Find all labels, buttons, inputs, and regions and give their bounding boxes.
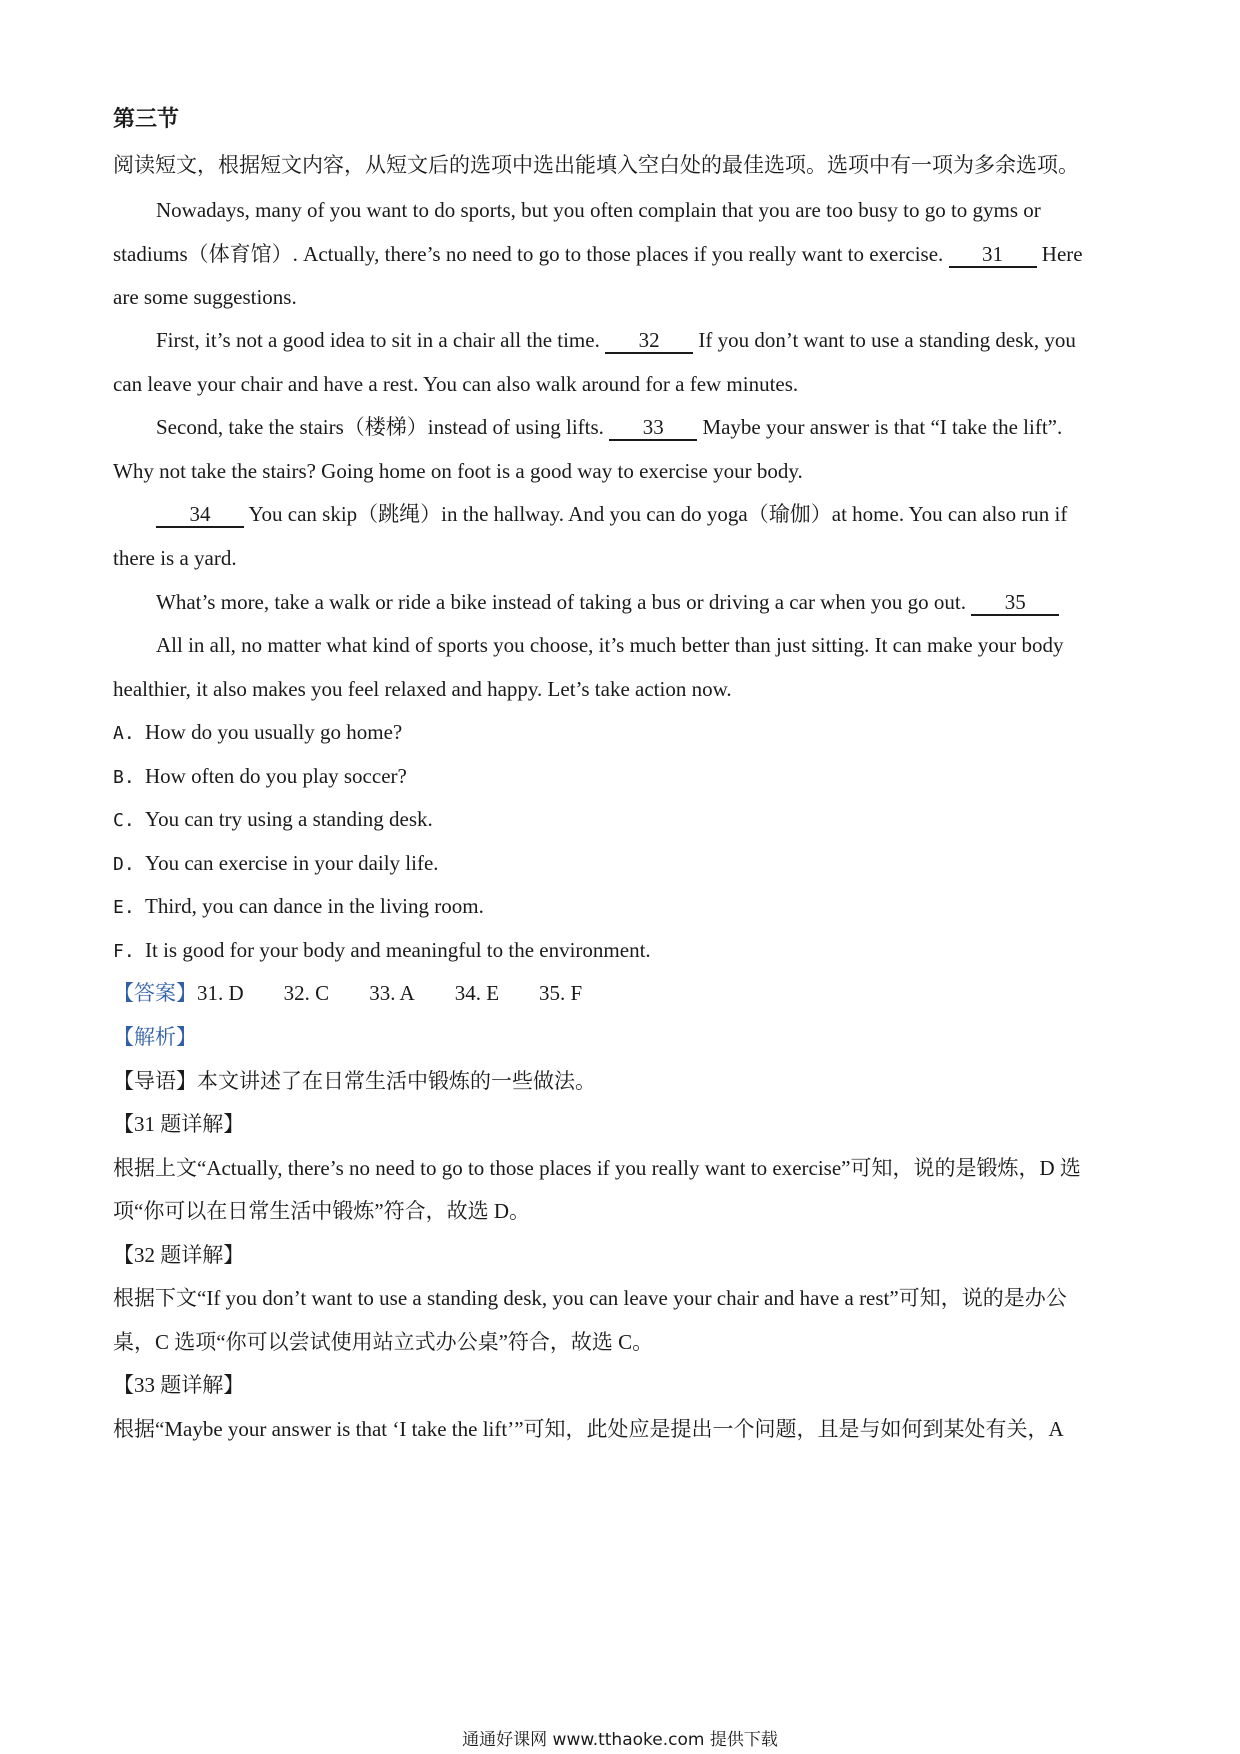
q32-label: 【32 题详解】 [113, 1243, 245, 1267]
q32-explanation-line: 桌，C 选项“你可以尝试使用站立式办公桌”符合，故选 C。 [113, 1330, 654, 1354]
option-item [113, 848, 1133, 880]
blank-33: 33 [609, 415, 697, 441]
analysis-label: 【解析】 [113, 1025, 197, 1049]
passage-line: Why not take the stairs? Going home on foot is a good way to exercise your body. [113, 459, 803, 483]
passage-text: What’s more, take a walk or ride a bike instead of taking a bus or driving a car when you go out. [156, 590, 972, 614]
passage-text: Here [1036, 242, 1083, 266]
answer-item: 33. A [369, 981, 415, 1005]
section-title: 第三节 [113, 106, 180, 131]
passage-line: there is a yard. [113, 546, 237, 570]
answer-item: 32. C [283, 981, 330, 1005]
intro-label: 【导语】 [113, 1069, 197, 1093]
passage-text: If you don’t want to use a standing desk, you [693, 328, 1076, 352]
passage-text: Maybe your answer is that “I take the lift”. [697, 415, 1063, 439]
answer-item: 35. F [539, 981, 583, 1005]
passage-line: are some suggestions. [113, 285, 297, 309]
passage-line [156, 587, 1133, 617]
passage-text: You can skip（跳绳）in the hallway. And you can do yoga（瑜伽）at home. You can also run if [244, 502, 1068, 526]
option-text: How do you usually go home? [145, 720, 403, 744]
option-item [113, 804, 1133, 836]
intro-line [113, 1066, 1133, 1096]
q32-explanation-line: 根据下文“If you don’t want to use a standing desk, you can leave your chair and have a rest”可知，说的是办公 [113, 1286, 1067, 1310]
option-item [113, 717, 1133, 749]
option-letter: B. [113, 767, 135, 788]
option-item [113, 935, 1133, 967]
option-text: Third, you can dance in the living room. [145, 894, 484, 918]
q31-explanation-line: 根据上文“Actually, there’s no need to go to those places if you really want to exercise”可知，说的是锻炼，D 选 [113, 1156, 1081, 1180]
answer-line [113, 978, 1133, 1008]
option-letter: E. [113, 897, 135, 918]
passage-line [113, 239, 1133, 269]
option-item [113, 761, 1133, 793]
option-letter: D. [113, 854, 135, 875]
page-footer: 通通好课网 www.tthaoke.com 提供下载 [462, 1730, 778, 1750]
passage-line: healthier, it also makes you feel relaxed and happy. Let’s take action now. [113, 677, 732, 701]
option-letter: C. [113, 810, 135, 831]
passage-line [156, 325, 1133, 355]
option-letter: A. [113, 723, 135, 744]
answer-item: 31. D [197, 981, 244, 1005]
passage-line: Nowadays, many of you want to do sports, but you often complain that you are too busy to go to gyms or [156, 198, 1041, 222]
instruction-text: 阅读短文，根据短文内容，从短文后的选项中选出能填入空白处的最佳选项。选项中有一项为多余选项。 [113, 153, 1079, 177]
option-text: You can try using a standing desk. [145, 807, 433, 831]
passage-line [156, 499, 1133, 529]
q33-label: 【33 题详解】 [113, 1373, 245, 1397]
option-text: You can exercise in your daily life. [145, 851, 439, 875]
q31-label: 【31 题详解】 [113, 1112, 245, 1136]
option-item [113, 891, 1133, 923]
blank-35: 35 [971, 590, 1059, 616]
answer-item: 34. E [454, 981, 500, 1005]
passage-line: All in all, no matter what kind of sports you choose, it’s much better than just sitting. It can make your body [156, 633, 1064, 657]
blank-31: 31 [949, 242, 1037, 268]
passage-line: can leave your chair and have a rest. You can also walk around for a few minutes. [113, 372, 799, 396]
passage-text: Second, take the stairs（楼梯）instead of using lifts. [156, 415, 610, 439]
passage-line [156, 412, 1133, 442]
passage-text: stadiums（体育馆）. Actually, there’s no need to go to those places if you really want to exercise. [113, 242, 949, 266]
option-text: It is good for your body and meaningful to the environment. [145, 938, 651, 962]
q31-explanation-line: 项“你可以在日常生活中锻炼”符合，故选 D。 [113, 1199, 531, 1223]
q33-explanation-line: 根据“Maybe your answer is that ‘I take the lift’”可知，此处应是提出一个问题，且是与如何到某处有关，A [113, 1417, 1064, 1441]
blank-32: 32 [605, 328, 693, 354]
intro-text: 本文讲述了在日常生活中锻炼的一些做法。 [197, 1069, 596, 1093]
blank-34: 34 [156, 502, 244, 528]
option-letter: F. [113, 941, 135, 962]
passage-text: First, it’s not a good idea to sit in a chair all the time. [156, 328, 606, 352]
option-text: How often do you play soccer? [145, 764, 407, 788]
answer-label: 【答案】 [113, 981, 197, 1005]
